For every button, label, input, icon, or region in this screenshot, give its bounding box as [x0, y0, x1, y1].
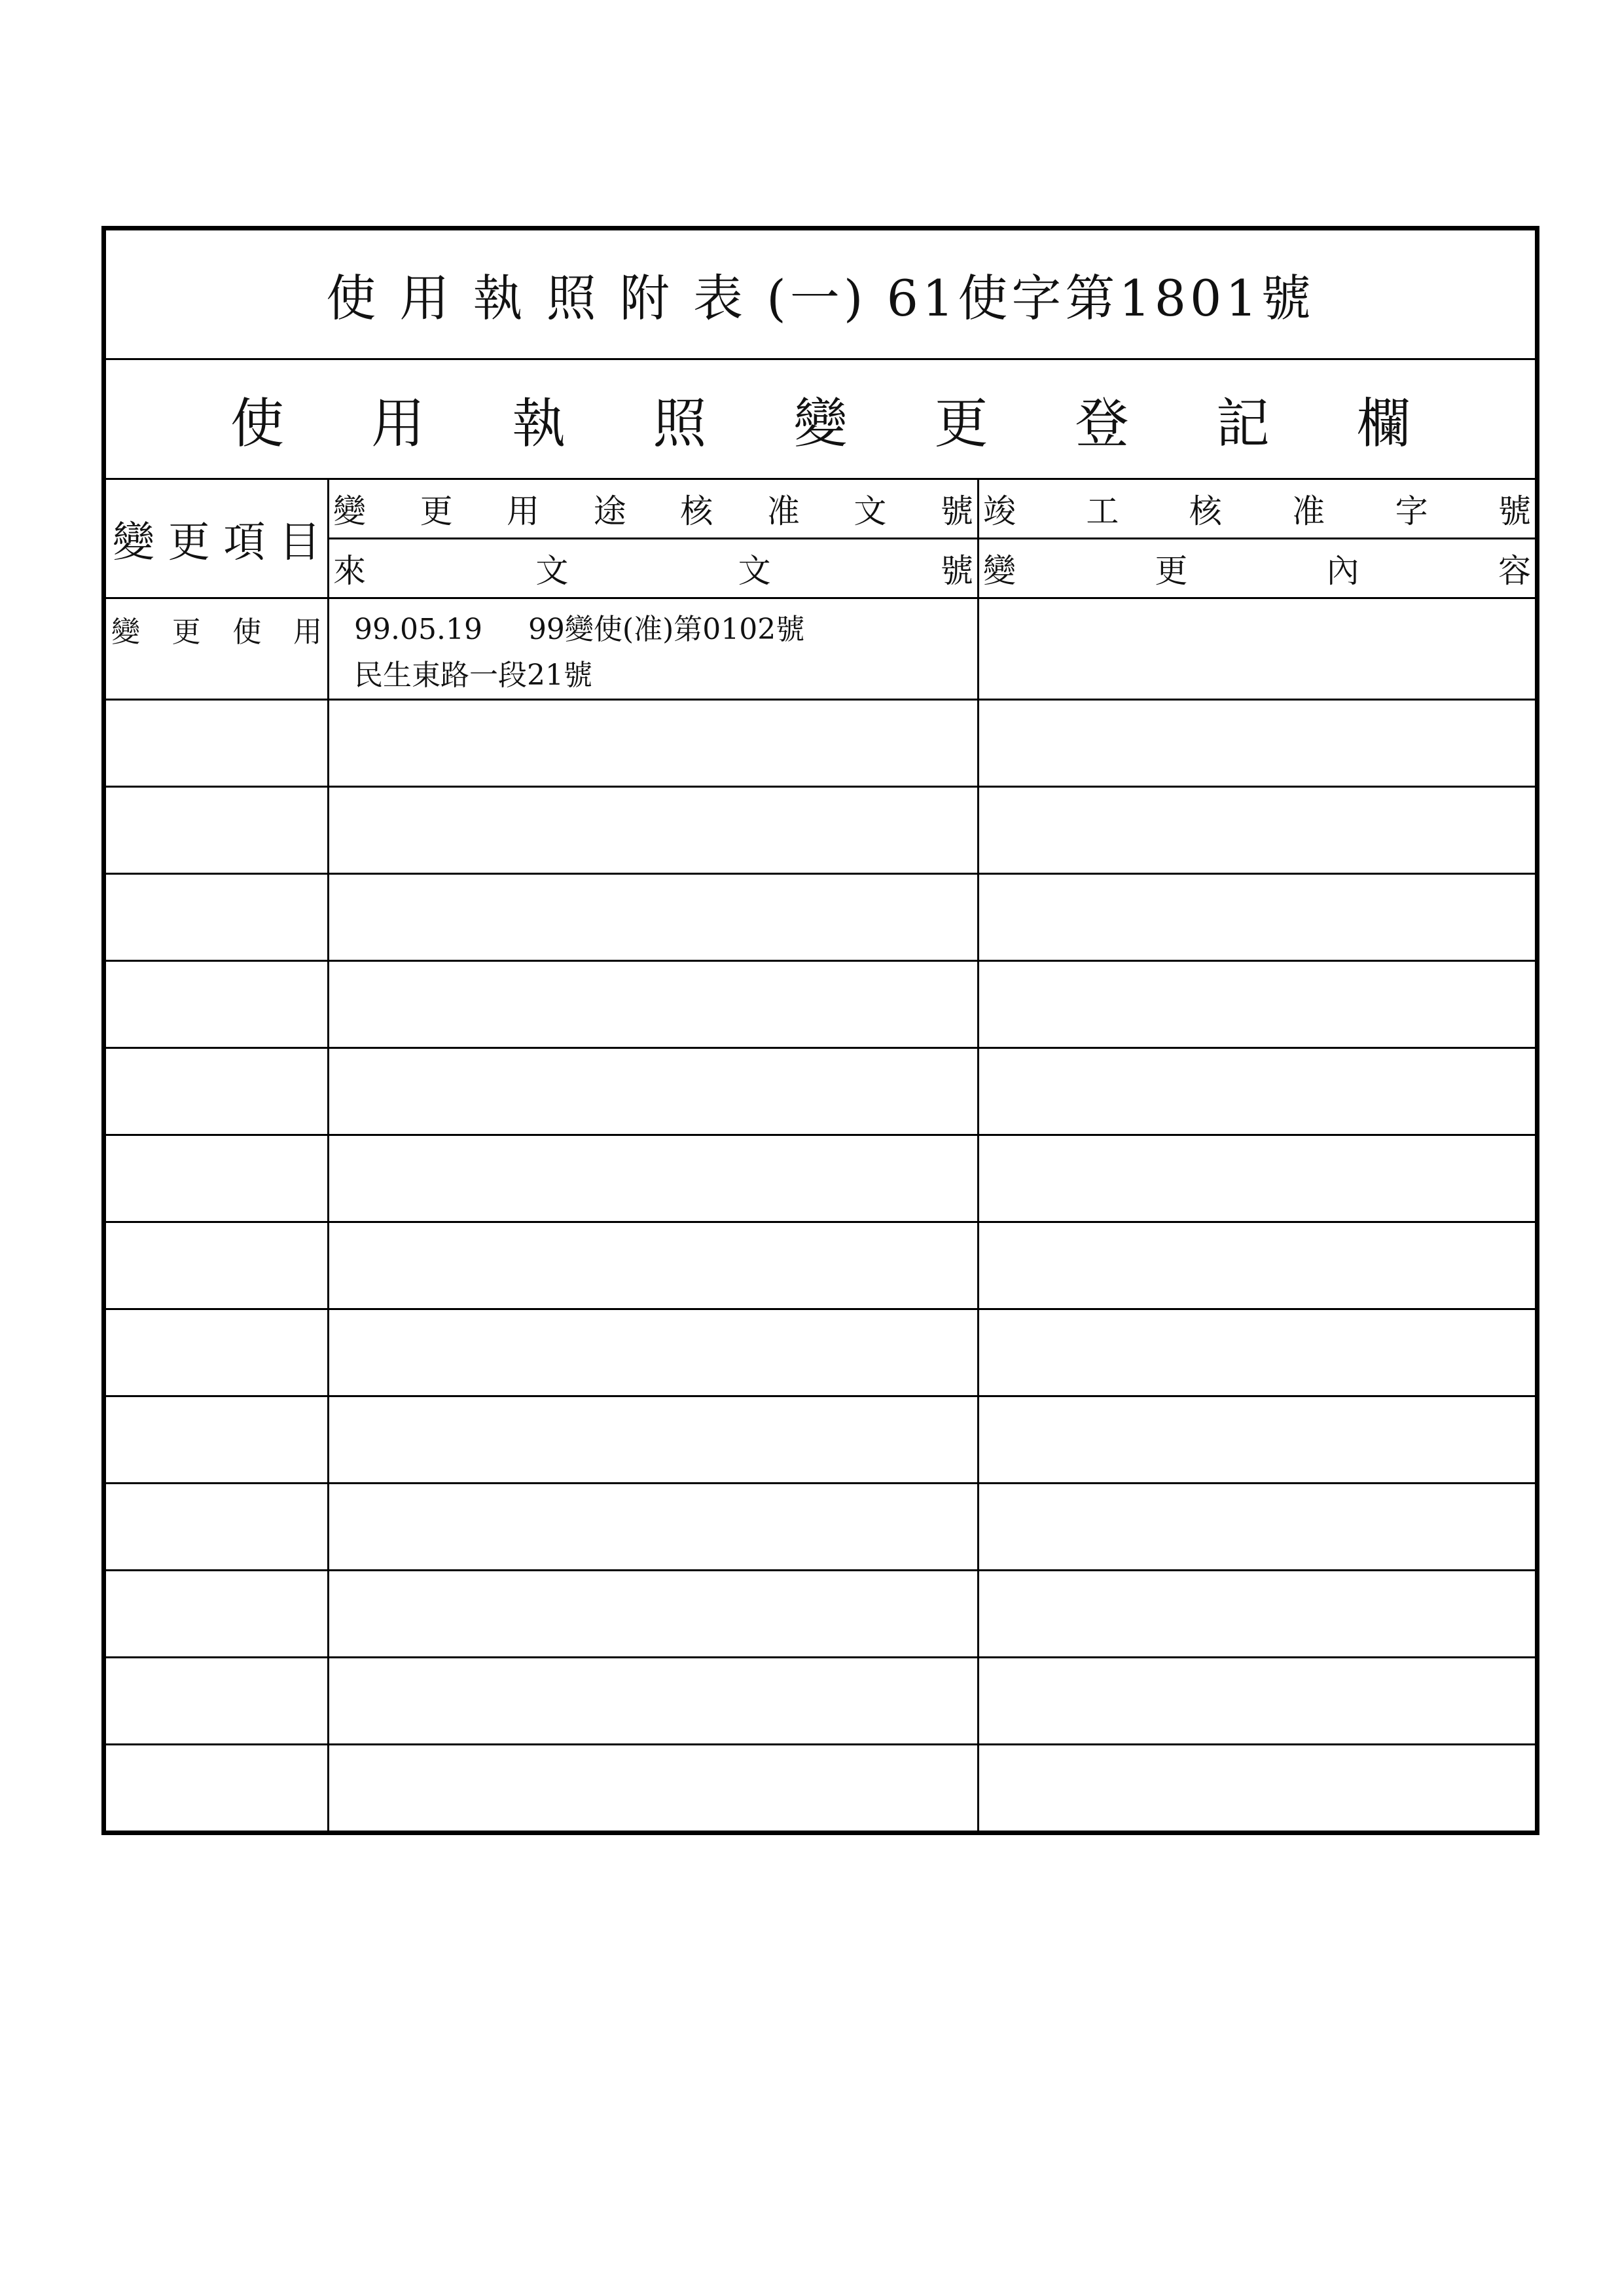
header-char: 更: [420, 492, 453, 530]
table-row: [104, 700, 1537, 787]
table-row: [104, 1658, 1537, 1745]
header-char: 文: [854, 492, 887, 530]
form-title: 使 用 執 照 附 表 (一) 61使字第1801號: [104, 228, 1537, 359]
item-char: 更: [171, 615, 201, 649]
header-char: 變: [333, 492, 366, 530]
approval-doc-header: [329, 485, 977, 532]
item-char: 用: [293, 615, 322, 649]
approval-doc-number: 99變使(准)第0102號: [528, 613, 805, 646]
header-char: 竣: [983, 492, 1016, 530]
header-char: 字: [1395, 492, 1428, 530]
subtitle-char: 登: [1075, 392, 1129, 455]
table-row: [104, 1484, 1537, 1571]
table-row: [104, 787, 1537, 874]
header-char: 文: [738, 552, 771, 590]
subtitle-char: 欄: [1356, 392, 1411, 455]
approval-date: 99.05.19: [354, 613, 482, 646]
table-row: [104, 1745, 1537, 1833]
header-char: 來: [333, 552, 366, 590]
header-char: 變: [983, 552, 1016, 590]
header-char: 文: [535, 552, 569, 590]
change-registration-form: [101, 226, 1539, 1835]
subtitle-char: 更: [934, 392, 988, 455]
table-row: [104, 1396, 1537, 1484]
table-row: [104, 1048, 1537, 1135]
approval-doc-cell: [329, 598, 979, 700]
header-char: 工: [1086, 492, 1119, 530]
table-row: [104, 1135, 1537, 1222]
header-char: 核: [680, 492, 713, 530]
subtitle-char: 用: [371, 392, 425, 455]
subtitle-char: 變: [793, 392, 848, 455]
subtitle-char: 記: [1215, 392, 1270, 455]
subtitle-char: 照: [653, 392, 707, 455]
change-content-header: [979, 545, 1535, 592]
form-subtitle: [106, 381, 1535, 458]
change-item-header: [106, 509, 327, 569]
change-item-value: [106, 608, 327, 650]
item-char: 變: [111, 615, 140, 649]
address-text: 民生東路一段21號: [354, 659, 592, 692]
table-row: [104, 1222, 1537, 1309]
table-row: [104, 1571, 1537, 1658]
header-char: 號: [940, 492, 973, 530]
header-char: 更: [168, 518, 210, 567]
header-char: 途: [593, 492, 626, 530]
subtitle-char: 執: [512, 392, 566, 455]
header-char: 目: [278, 518, 321, 567]
header-char: 內: [1326, 552, 1359, 590]
item-char: 使: [232, 615, 262, 649]
header-char: 項: [223, 518, 266, 567]
header-char: 號: [940, 552, 973, 590]
table-row: [104, 598, 1537, 700]
completion-no-cell: [979, 598, 1537, 700]
header-char: 准: [1292, 492, 1325, 530]
header-char: 用: [507, 492, 540, 530]
header-char: 號: [1498, 492, 1531, 530]
completion-no-header: [979, 485, 1535, 532]
header-char: 准: [766, 492, 800, 530]
header-char: 更: [1155, 552, 1188, 590]
table-row: [104, 961, 1537, 1048]
header-char: 核: [1189, 492, 1222, 530]
table-row: [104, 1309, 1537, 1396]
table-row: [104, 874, 1537, 961]
incoming-doc-header: [329, 545, 977, 592]
header-char: 容: [1498, 552, 1531, 590]
change-item-header-cell: [104, 479, 329, 598]
subtitle-char: 使: [230, 392, 285, 455]
header-char: 變: [113, 518, 154, 567]
